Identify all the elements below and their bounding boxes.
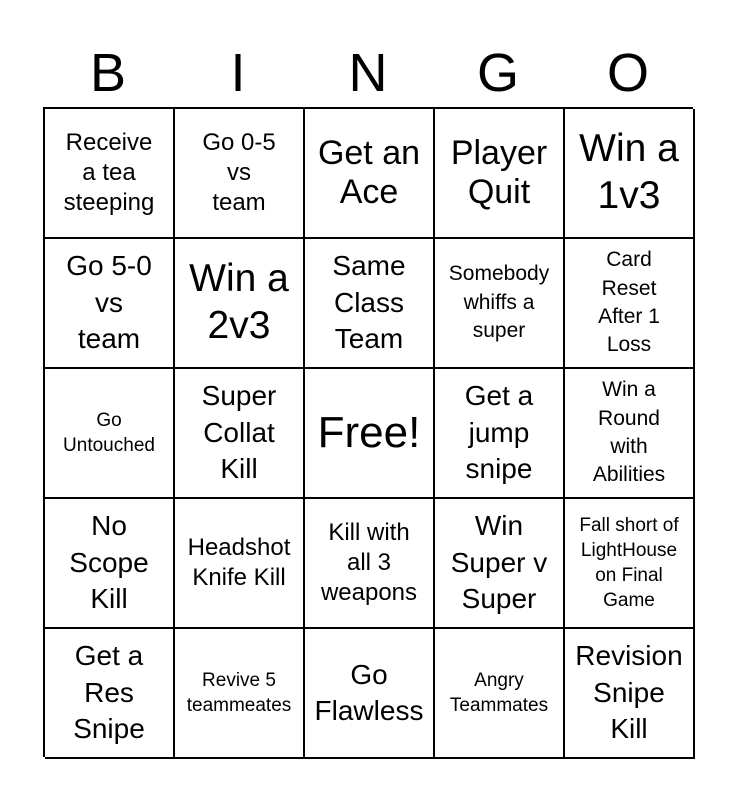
bingo-cell-r5-c3[interactable]	[305, 629, 435, 759]
bingo-cell-r1-c1[interactable]	[45, 109, 175, 239]
bingo-cell-r4-c4[interactable]	[435, 499, 565, 629]
cell-label: Win Super v Super	[450, 510, 548, 615]
bingo-cell-r5-c2[interactable]	[175, 629, 305, 759]
bingo-cell-r2-c4[interactable]	[435, 239, 565, 369]
cell-label: Same Class Team	[332, 250, 406, 355]
cell-label: Card Reset After 1 Loss	[598, 248, 660, 357]
cell-label: No Scope Kill	[69, 510, 149, 615]
bingo-cell-r2-c1[interactable]	[45, 239, 175, 369]
bingo-cell-r4-c1[interactable]	[45, 499, 175, 629]
bingo-cell-r1-c3[interactable]	[305, 109, 435, 239]
cell-label: Get a Res Snipe	[73, 640, 145, 745]
bingo-cell-r3-c5[interactable]	[565, 369, 695, 499]
cell-label: Go 5-0 vs team	[66, 250, 152, 355]
bingo-cell-r3-c2[interactable]	[175, 369, 305, 499]
bingo-cell-r5-c5[interactable]	[565, 629, 695, 759]
cell-label: Revision Snipe Kill	[575, 640, 683, 745]
bingo-cell-r2-c2[interactable]	[175, 239, 305, 369]
cell-label: Win a 1v3	[579, 127, 679, 217]
cell-label: Revive 5 teammeates	[186, 669, 292, 716]
cell-label: Player Quit	[450, 133, 548, 211]
cell-label: Win a 2v3	[189, 257, 289, 347]
cell-label: Fall short of LightHouse on Final Game	[579, 514, 679, 612]
header-letter-b: B	[89, 43, 127, 103]
cell-label: Go 0-5 vs team	[202, 129, 276, 216]
cell-label: Win a Round with Abilities	[592, 378, 666, 487]
cell-label: Get a jump snipe	[464, 380, 534, 485]
bingo-cell-r4-c5[interactable]	[565, 499, 695, 629]
bingo-cell-r2-c3[interactable]	[305, 239, 435, 369]
bingo-cell-r3-c1[interactable]	[45, 369, 175, 499]
bingo-cell-r5-c4[interactable]	[435, 629, 565, 759]
bingo-cell-r1-c5[interactable]	[565, 109, 695, 239]
cell-label: Somebody whiffs a super	[448, 262, 550, 343]
cell-label: Angry Teammates	[449, 669, 549, 716]
cell-label: Kill with all 3 weapons	[320, 519, 418, 606]
bingo-cell-r1-c2[interactable]	[175, 109, 305, 239]
cell-label: Super Collat Kill	[201, 380, 277, 485]
header-letter-g: G	[476, 43, 519, 103]
bingo-grid	[43, 107, 693, 757]
cell-label: Go Flawless	[314, 658, 424, 726]
cell-label: Go Untouched	[63, 409, 155, 456]
cell-label: Receive a tea steeping	[63, 129, 155, 216]
bingo-cell-r1-c4[interactable]	[435, 109, 565, 239]
cell-label: Get an Ace	[317, 133, 421, 211]
bingo-cell-r4-c2[interactable]	[175, 499, 305, 629]
bingo-header	[43, 40, 693, 106]
bingo-cell-r5-c1[interactable]	[45, 629, 175, 759]
cell-label: Headshot Knife Kill	[187, 534, 291, 591]
free-space-label: Free!	[317, 407, 421, 457]
bingo-cell-r4-c3[interactable]	[305, 499, 435, 629]
bingo-cell-r3-c4[interactable]	[435, 369, 565, 499]
bingo-cell-r3-c3[interactable]	[305, 369, 435, 499]
header-letter-o: O	[606, 43, 649, 103]
header-letter-n: N	[348, 43, 388, 103]
bingo-cell-r2-c5[interactable]	[565, 239, 695, 369]
header-letter-i: I	[230, 43, 246, 103]
